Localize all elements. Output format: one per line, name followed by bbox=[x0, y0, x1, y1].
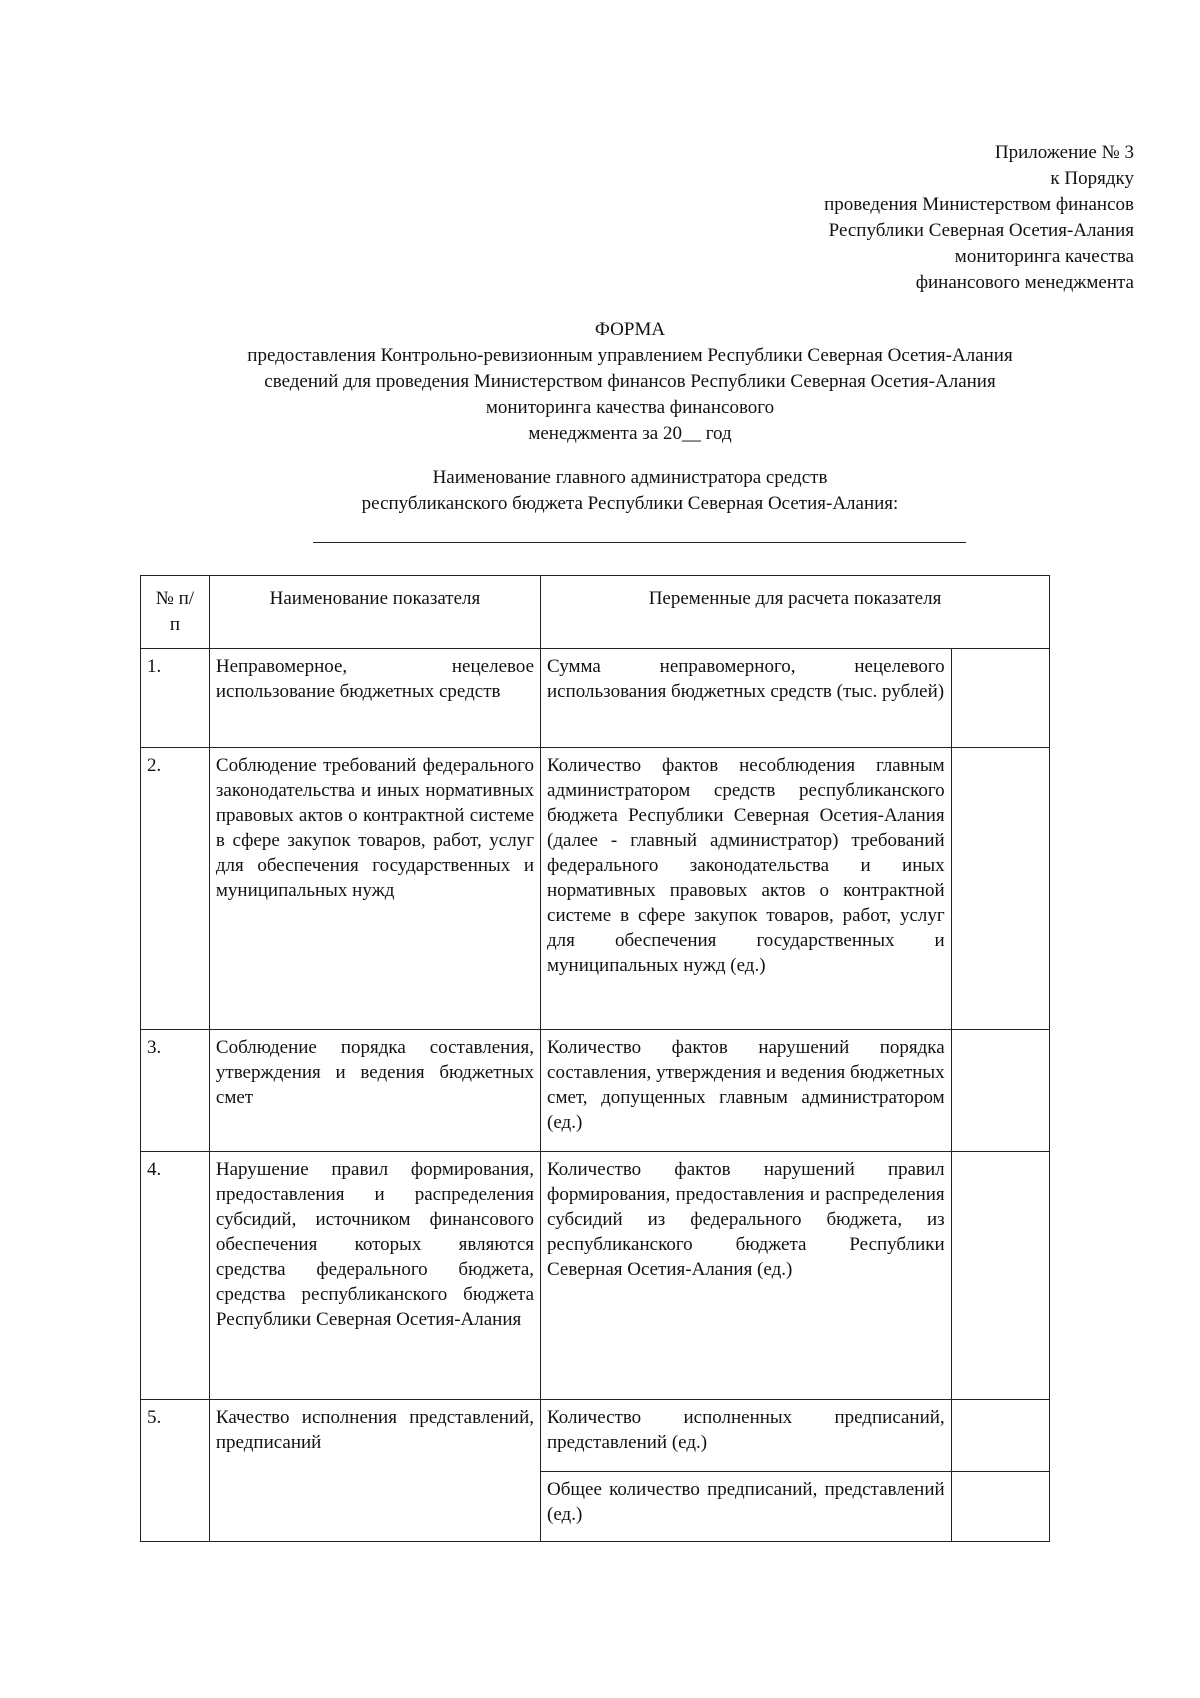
header-number: № п/п bbox=[141, 576, 210, 649]
appendix-line: Приложение № 3 bbox=[994, 142, 1134, 163]
variable-description: Общее количество предписаний, представлений (ед.) bbox=[541, 1472, 952, 1542]
appendix-line: Республики Северная Осетия-Алания bbox=[828, 220, 1134, 241]
value-cell[interactable] bbox=[951, 1030, 1049, 1152]
indicators-table bbox=[140, 575, 1050, 1542]
indicator-name: Нарушение правил формирования, предоставления и распределения субсидий, источником финансового обеспечения которых являются средства федерального бюджета, средства республиканского бюджета Республики Северная Осетия-Алания bbox=[209, 1152, 540, 1400]
administrator-name-blank-line bbox=[313, 542, 966, 543]
table-row bbox=[141, 748, 1050, 1030]
indicator-name: Качество исполнения представлений, предписаний bbox=[209, 1400, 540, 1542]
header-indicator-name: Наименование показателя bbox=[209, 576, 540, 649]
row-number: 4. bbox=[141, 1152, 210, 1400]
variable-description: Количество фактов нарушений порядка составления, утверждения и ведения бюджетных смет, допущенных главным администратором (ед.) bbox=[541, 1030, 952, 1152]
table-row bbox=[141, 1152, 1050, 1400]
indicator-name: Соблюдение требований федерального законодательства и иных нормативных правовых актов о контрактной системе в сфере закупок товаров, работ, услуг для обеспечения государственных и муниципальных нужд bbox=[209, 748, 540, 1030]
form-title-line: сведений для проведения Министерством финансов Республики Северная Осетия-Алания bbox=[264, 371, 996, 392]
table-row bbox=[141, 1400, 1050, 1472]
appendix-line: проведения Министерством финансов bbox=[824, 194, 1134, 215]
appendix-line: мониторинга качества bbox=[954, 246, 1134, 267]
indicator-name: Неправомерное, нецелевое использование бюджетных средств bbox=[209, 649, 540, 748]
value-cell[interactable] bbox=[951, 748, 1049, 1030]
row-number: 5. bbox=[141, 1400, 210, 1542]
table-row bbox=[141, 1030, 1050, 1152]
form-title-line: мониторинга качества финансового bbox=[485, 397, 775, 418]
variable-description: Количество исполненных предписаний, представлений (ед.) bbox=[541, 1400, 952, 1472]
admin-line: Наименование главного администратора средств bbox=[432, 467, 828, 488]
table-row bbox=[141, 649, 1050, 748]
appendix-line: финансового менеджмента bbox=[915, 272, 1134, 293]
row-number: 3. bbox=[141, 1030, 210, 1152]
header-variables: Переменные для расчета показателя bbox=[541, 576, 1050, 649]
form-title-line: предоставления Контрольно-ревизионным управлением Республики Северная Осетия-Алания bbox=[247, 345, 1013, 366]
variable-description: Количество фактов несоблюдения главным администратором средств республиканского бюджета Республики Северная Осетия-Алания (далее - главный администратор) требований федерального законодательства и иных нормативных правовых актов о контрактной системе в сфере закупок товаров, работ, услуг для обеспечения государственных и муниципальных нужд (ед.) bbox=[541, 748, 952, 1030]
variable-description: Количество фактов нарушений правил формирования, предоставления и распределения субсидий из федерального бюджета, из республиканского бюджета Республики Северная Осетия-Алания (ед.) bbox=[541, 1152, 952, 1400]
value-cell[interactable] bbox=[951, 1472, 1049, 1542]
variable-description: Сумма неправомерного, нецелевого использования бюджетных средств (тыс. рублей) bbox=[541, 649, 952, 748]
indicator-name: Соблюдение порядка составления, утверждения и ведения бюджетных смет bbox=[209, 1030, 540, 1152]
value-cell[interactable] bbox=[951, 649, 1049, 748]
value-cell[interactable] bbox=[951, 1400, 1049, 1472]
appendix-line: к Порядку bbox=[1050, 168, 1134, 189]
form-title bbox=[120, 317, 1140, 447]
form-title-line: менеджмента за 20__ год bbox=[528, 423, 732, 444]
row-number: 1. bbox=[141, 649, 210, 748]
row-number: 2. bbox=[141, 748, 210, 1030]
administrator-label bbox=[120, 465, 1140, 517]
appendix-header bbox=[534, 140, 1134, 296]
form-heading: ФОРМА bbox=[594, 319, 666, 340]
value-cell[interactable] bbox=[951, 1152, 1049, 1400]
admin-line: республиканского бюджета Республики Северная Осетия-Алания: bbox=[361, 493, 899, 514]
table-header-row bbox=[141, 576, 1050, 649]
